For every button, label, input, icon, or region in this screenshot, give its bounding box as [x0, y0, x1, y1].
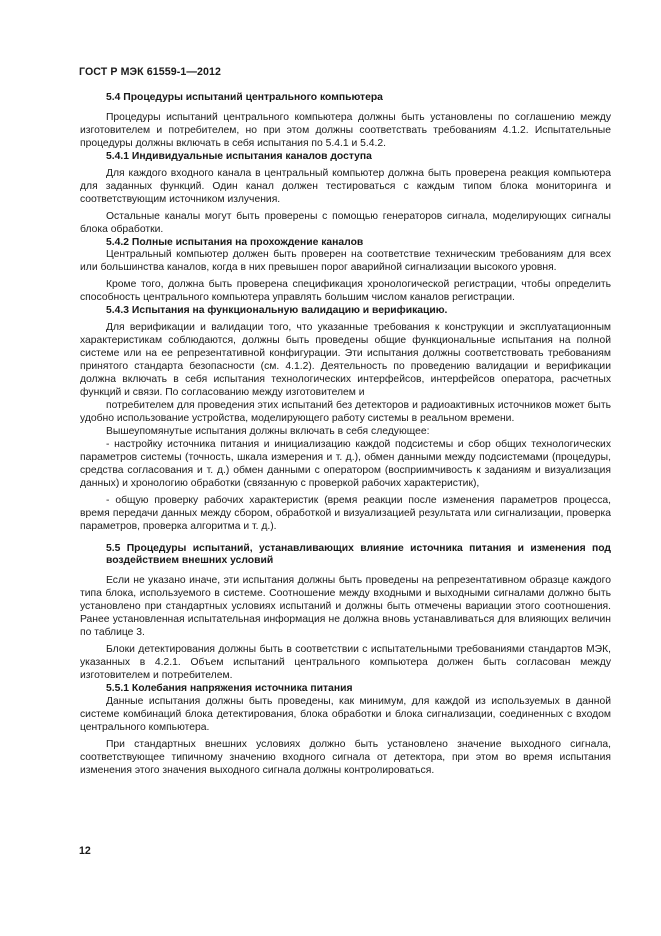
paragraph: Если не указано иначе, эти испытания должны быть проведены на репрезентативном образце каждого типа блока, используемого в системе. Соотношение между входными и выходными сигналами должно быть установлено при стандартных условиях испытаний и должны быть отмечены вариации этого соотношения. Ранее установленная испытательная информация не должна вновь устанавливаться для влияющих величин по таблице 3.: [80, 575, 611, 639]
paragraph: Вышеупомянутые испытания должны включать в себя следующее:: [106, 425, 430, 437]
document-body: [80, 92, 611, 778]
section-heading-5-4: 5.4 Процедуры испытаний центрального компьютера: [106, 92, 383, 103]
list-item: - общую проверку рабочих характеристик (время реакции после изменения параметров процесса, время передачи данных между сбором, обработкой и визуализацией результата или сигнализации, проверка параметров, проверка алгоритма и т. д.).: [80, 494, 611, 532]
paragraph: Центральный компьютер должен быть проверен на соответствие техническим требованиям для всех или большинства каналов, когда в них превышен порог аварийной сигнализации высокого уровня.: [80, 249, 611, 274]
paragraph: Данные испытания должны быть проведены, как минимум, для каждой из используемых в данной системе комбинаций блока детектирования, блока обработки и блока сигнализации, соединенных с входом центрального компьютера.: [80, 695, 611, 733]
paragraph: Остальные каналы могут быть проверены с помощью генераторов сигнала, моделирующих сигналы блока обработки.: [80, 210, 611, 235]
subsection-heading-5-4-1: 5.4.1 Индивидуальные испытания каналов доступа: [106, 150, 372, 162]
paragraph: Процедуры испытаний центрального компьютера должны быть установлены по соглашению между изготовителем и потребителем, но при этом должны соответствать требованиям 4.1.2. Испытательные процедуры должны включать в себя испытания по 5.4.1 и 5.4.2.: [80, 111, 611, 149]
paragraph: Для верификации и валидации того, что указанные требования к конструкции и эксплуатационным характеристикам соблюдаются, должны быть проведены общие функциональные испытания на полной системе или на ее репрезентативной конфигурации. Эти испытания должны соответствовать требованиям принятого стандарта безопасности (см. 4.1.2). Деятельность по проведению валидации и верификации должна включать в себя испытания технологических интерфейсов, интерфейсов оператора, расчетных функций и связи. По согласованию между изготовителем и: [80, 322, 611, 399]
paragraph: Для каждого входного канала в центральный компьютер должна быть проверена реакция компьютера для заданных функций. Один канал должен тестироваться с каждым типом блока мониторинга и соответствующим источником излучения.: [80, 167, 611, 205]
paragraph: При стандартных внешних условиях должно быть установлено значение выходного сигнала, соответствующее типичному значению входного сигнала от детектора, при этом во время испытания изменения этого значения выходного сигнала должны контролироваться.: [80, 738, 611, 776]
section-heading-5-5: 5.5 Процедуры испытаний, устанавливающих влияние источника питания и изменения под воздействием внешних условий: [106, 542, 611, 567]
paragraph: потребителем для проведения этих испытаний без детекторов и радиоактивных источников может быть удобно использование устройства, моделирующего работу системы в реальном времени.: [80, 399, 611, 424]
subsection-heading-5-5-1: 5.5.1 Колебания напряжения источника питания: [106, 683, 353, 695]
document-header: ГОСТ Р МЭК 61559-1—2012: [79, 66, 222, 78]
list-item: - настройку источника питания и инициализацию каждой подсистемы и сбор общих технологических параметров системы (точность, шкала измерения и т. д.), обмен данными между подсистемами (процедуры, средства согласования и т. д.) обмен данными с оператором (восприимчивость к заданиям и визуализация данных) и хронологию обработки (связанную с проверкой рабочих характеристик),: [80, 438, 611, 489]
paragraph: Кроме того, должна быть проверена спецификация хронологической регистрации, чтобы определить способность центрального компьютера управлять большим числом каналов регистрации.: [80, 279, 611, 304]
subsection-heading-5-4-2: 5.4.2 Полные испытания на прохождение каналов: [106, 236, 364, 248]
page-number: 12: [79, 845, 91, 857]
paragraph: Блоки детектирования должны быть в соответствии с испытательными требованиями стандартов МЭК, указанных в 4.2.1. Объем испытаний центрального компьютера должен быть согласован между изготовителем и потребителем.: [80, 644, 611, 682]
subsection-heading-5-4-3: 5.4.3 Испытания на функциональную валидацию и верификацию.: [106, 305, 448, 317]
